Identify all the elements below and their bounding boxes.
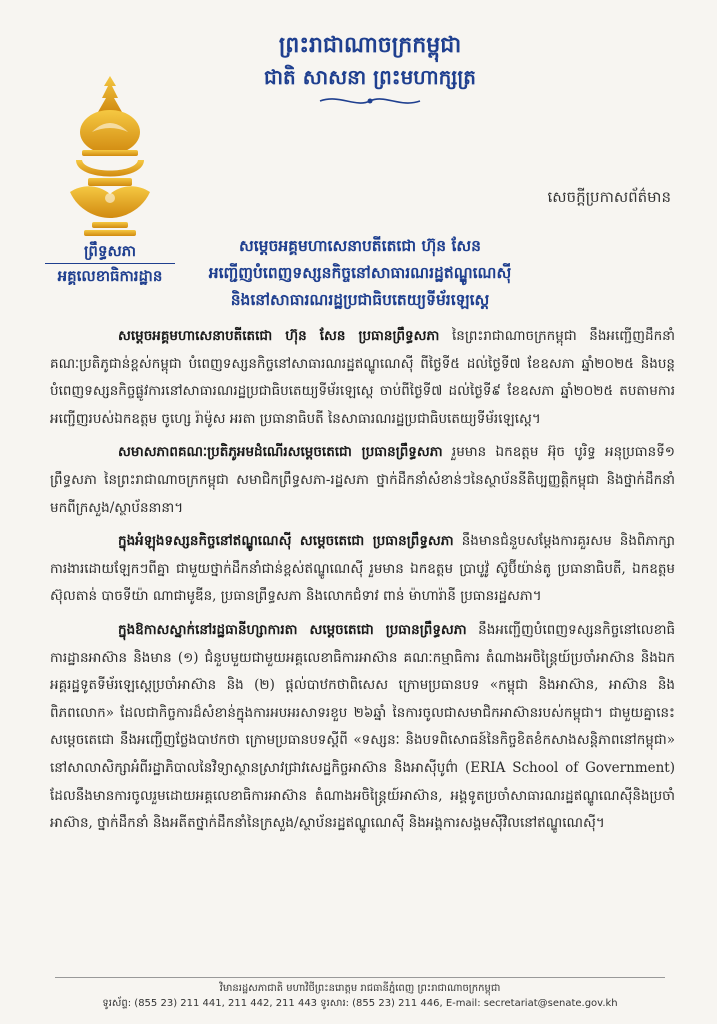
ornament-divider-icon	[315, 94, 425, 108]
document-type: សេចក្ដីប្រកាសព័ត៌មាន	[547, 188, 671, 206]
kingdom-name: ព្រះរាជាណាចក្រកម្ពុជា	[278, 32, 462, 58]
paragraph-3-lead: ក្នុងអំឡុងទស្សនកិច្ចនៅឥណ្ឌូណេស៊ី សម្តេចតេជោ ប្រធានព្រឹទ្ធសភា	[118, 533, 454, 550]
paragraph-1-lead: សម្តេចអគ្គមហាសេនាបតីតេជោ ហ៊ុន សែន ប្រធានព្រឹទ្ធសភា	[118, 328, 440, 344]
institution-name: ព្រឹទ្ធសភា	[83, 242, 137, 260]
paragraph-1	[50, 323, 675, 433]
footer-contact: ទូរស័ព្ទ: (855 23) 211 441, 211 442, 211 443 ទូរសារ: (855 23) 211 446, E-mail: secretariat@senate.gov.kh	[102, 998, 618, 1009]
paragraph-2	[50, 439, 675, 522]
footer	[55, 977, 665, 1011]
paragraph-3	[50, 528, 675, 611]
paragraph-4-lead: ក្នុងឱកាសស្នាក់នៅរដ្ឋធានីហ្សាការតា សម្តេចតេជោ ប្រធានព្រឹទ្ធសភា	[118, 621, 467, 638]
paragraph-2-text: រួមមាន ឯកឧត្តម អ៊ុច បូរិទ្ធ អនុប្រធានទី១ ព្រឹទ្ធសភា នៃព្រះរាជាណាចក្រកម្ពុជា សមាជិកព្រឹទ្ធសភា-រដ្ឋសភា ថ្នាក់ដឹកនាំសំខាន់ៗនៃស្ថាប័ននីតិប្បញ្ញត្តិកម្ពុជា និងថ្នាក់ដឹកនាំមកពីក្រសួង/ស្ថាប័ននានា។	[50, 444, 675, 516]
paragraph-4	[50, 617, 675, 838]
senate-emblem-icon	[62, 72, 158, 242]
title-line-2: អញ្ជើញបំពេញទស្សនកិច្ចនៅសាធារណរដ្ឋឥណ្ឌូណេស៊ី	[208, 263, 512, 282]
body-text	[50, 323, 675, 844]
footer-address: វិមានរដ្ឋសភាជាតិ មហាវិថីព្រះនរោត្តម រាជធានីភ្នំពេញ ព្រះរាជាណាចក្រកម្ពុជា	[219, 983, 501, 994]
national-motto: ជាតិ សាសនា ព្រះមហាក្សត្រ	[264, 65, 476, 89]
title-line-3: និងនៅសាធារណរដ្ឋប្រជាធិបតេយ្យទីម័រឡេស្តេ	[230, 290, 490, 309]
paragraph-3-text: នឹងមានជំនួបសម្តែងការគួរសម និងពិភាក្សាការងារដោយឡែកៗពីគ្នា ជាមួយថ្នាក់ដឹកនាំជាន់ខ្ពស់ឥណ្ឌូណេស៊ី រួមមាន ឯកឧត្តម ប្រាបូវ៉ូ ស៊ូប៊ីយ៉ាន់តូ ប្រធានាធិបតី, ឯកឧត្តម ស៊ុលតាន់ បាចទីយ៉ា ណាជាមូឌីន, ប្រធានព្រឹទ្ធសភា និងលោកជំទាវ ពាន់ ម៉ាហារ៉ានី ប្រធានរដ្ឋសភា។	[50, 533, 675, 605]
paragraph-2-lead: សមាសភាពគណៈប្រតិភូអមដំណើរសម្តេចតេជោ ប្រធានព្រឹទ្ធសភា	[118, 444, 443, 461]
kingdom-header	[180, 28, 560, 108]
press-release-title	[60, 232, 660, 313]
paragraph-1-text: នៃព្រះរាជាណាចក្រកម្ពុជា នឹងអញ្ជើញដឹកនាំគណៈប្រតិភូជាន់ខ្ពស់កម្ពុជា បំពេញទស្សនកិច្ចនៅសាធារណរដ្ឋឥណ្ឌូណេស៊ី ពីថ្ងៃទី៥ ដល់ថ្ងៃទី៧ ខែឧសភា ឆ្នាំ២០២៥ និងបន្តបំពេញទស្សនកិច្ចផ្លូវការនៅសាធារណរដ្ឋប្រជាធិបតេយ្យទីម័រឡេស្តេ ចាប់ពីថ្ងៃទី៧ ដល់ថ្ងៃទី៩ ខែឧសភា ឆ្នាំ២០២៥ តបតាមការអញ្ជើញរបស់ឯកឧត្តម ចូហ្សេ រ៉ាម៉ូស អរតា ប្រធានាធិបតី នៃសាធារណរដ្ឋប្រជាធិបតេយ្យទីម័រឡេស្តេ។	[50, 328, 675, 427]
title-line-1: សម្តេចអគ្គមហាសេនាបតីតេជោ ហ៊ុន សែន	[238, 236, 481, 255]
department-name: អគ្គលេខាធិការដ្ឋាន	[57, 267, 163, 285]
paragraph-4-text: នឹងអញ្ជើញបំពេញទស្សនកិច្ចនៅលេខាធិការដ្ឋានអាស៊ាន និងមាន (១) ជំនួបមួយជាមួយអគ្គលេខាធិការអាស៊ាន គណៈកម្មាធិការ តំណាងអចិន្ត្រៃយ៍ប្រចាំអាស៊ាន និងឯកអគ្គរដ្ឋទូតទីម័រឡេស្តេប្រចាំអាស៊ាន និង (២) ផ្តល់បាឋកថាពិសេស ក្រោមប្រធានបទ «កម្ពុជា និងអាស៊ាន, អាស៊ាន និងពិភពលោក» ដែលជាកិច្ចការដ៏សំខាន់ក្នុងការអបអរសាទរខួប ២៦ឆ្នាំ នៃការចូលជាសមាជិកអាស៊ានរបស់កម្ពុជា។ ជាមួយគ្នានេះ សម្តេចតេជោ នឹងអញ្ជើញថ្លែងបាឋកថា ក្រោមប្រធានបទស្តីពី «ទស្សនៈ និងបទពិសោធន៍នៃកិច្ចខិតខំកសាងសន្តិភាពនៅកម្ពុជា» នៅសាលាសិក្សាអំពីរដ្ឋាភិបាលនៃវិទ្យាស្ថានស្រាវជ្រាវសេដ្ឋកិច្ចអាស៊ាន និងអាស៊ីបូព៌ា (ERIA School of Government) ដែលនឹងមានការចូលរួមដោយអគ្គលេខាធិការអាស៊ាន តំណាងអចិន្ត្រៃយ៍អាស៊ាន, អង្គទូតប្រចាំសាធារណរដ្ឋឥណ្ឌូណេស៊ីនិងប្រចាំអាស៊ាន, ថ្នាក់ដឹកនាំ និងអតីតថ្នាក់ដឹកនាំនៃក្រសួង/ស្ថាប័នរដ្ឋឥណ្ឌូណេស៊ី និងអង្គការសង្គមស៊ីវិលនៅឥណ្ឌូណេស៊ី។	[50, 621, 676, 832]
